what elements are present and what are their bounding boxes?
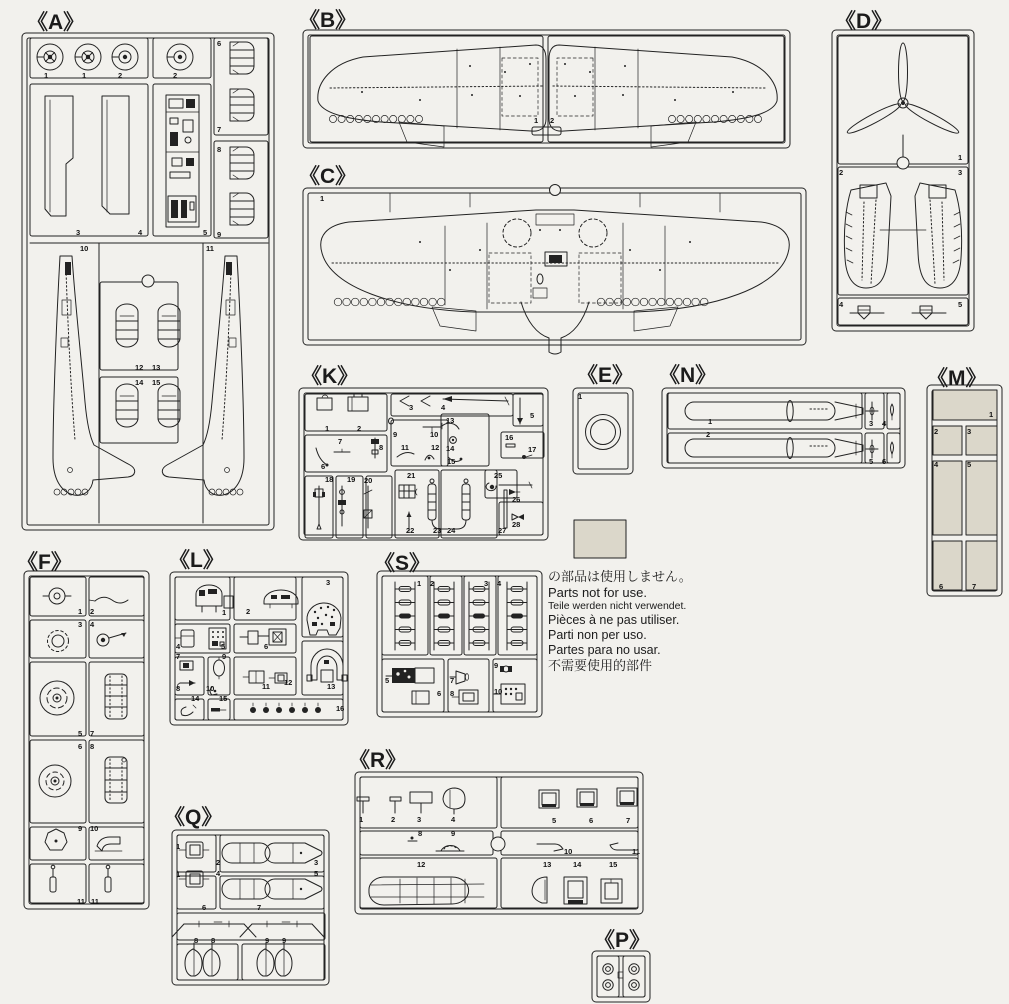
sprue-label-K: 《K》 <box>301 365 359 388</box>
part-number-K: 3 <box>409 403 414 412</box>
flap-scallop <box>597 298 605 306</box>
flap-scallop <box>632 298 640 306</box>
runner-box <box>89 740 144 823</box>
part-number-D: 1 <box>958 153 963 162</box>
part-number-Q: 7 <box>257 903 262 912</box>
sprue-A-art <box>37 42 254 495</box>
flap-scallop <box>329 115 336 122</box>
part-number-A: 15 <box>152 378 161 387</box>
part-number-R: 8 <box>418 829 423 838</box>
flap-scallop <box>75 489 81 495</box>
sprue-frame-inner <box>177 835 324 980</box>
sprue-label-B: 《B》 <box>299 9 357 32</box>
part-number-A: 5 <box>203 228 208 237</box>
part-number-L: 3 <box>326 578 331 587</box>
flap-scallop <box>386 298 394 306</box>
sprue-label-E: 《E》 <box>577 364 634 387</box>
runner-box <box>30 740 86 823</box>
sprue-gate-circle <box>142 275 154 287</box>
part-number-C: 1 <box>320 194 325 203</box>
flap-scallop <box>351 298 359 306</box>
flap-scallop <box>703 115 710 122</box>
part-number-A: 7 <box>217 125 222 134</box>
runner-box <box>310 36 543 142</box>
note-line-zh: 不需要使用的部件 <box>548 657 653 673</box>
part-number-N: 5 <box>869 457 874 466</box>
part-number-D: 3 <box>958 168 963 177</box>
part-number-A: 6 <box>217 39 222 48</box>
runner-box <box>360 858 497 908</box>
sprue-label-S: 《S》 <box>374 552 431 575</box>
runner-box <box>668 433 862 463</box>
sprue-frame <box>662 388 905 468</box>
flap-scallop <box>677 115 684 122</box>
part-number-N: 6 <box>882 457 887 466</box>
runner-box <box>89 577 144 616</box>
sprue-frame <box>592 951 650 1002</box>
part-number-A: 2 <box>173 71 178 80</box>
part-number-L: 12 <box>284 678 293 687</box>
flap-scallop <box>437 298 445 306</box>
shaded-panel <box>933 390 997 420</box>
part-number-K: 24 <box>447 526 456 535</box>
runner-box <box>220 835 324 872</box>
runner-box <box>100 282 178 370</box>
flap-scallop <box>381 115 388 122</box>
part-number-D: 4 <box>839 300 844 309</box>
runner-box <box>668 393 862 429</box>
part-number-R: 13 <box>543 860 552 869</box>
part-number-K: 26 <box>512 495 521 504</box>
sprue-label-L: 《L》 <box>169 549 224 572</box>
note-line-ja: の部品は使用しません。 <box>548 569 692 584</box>
part-number-M: 7 <box>972 582 977 591</box>
part-number-F: 3 <box>78 620 83 629</box>
sprue-frame-inner <box>837 35 969 326</box>
runner-box <box>177 876 216 909</box>
part-number-N: 4 <box>882 419 887 428</box>
runner-box <box>214 38 268 135</box>
shaded-panel <box>966 461 997 535</box>
part-number-D: 2 <box>839 168 844 177</box>
part-number-K: 14 <box>446 444 455 453</box>
part-number-M: 4 <box>934 460 939 469</box>
runner-box <box>175 699 204 720</box>
shaded-panel <box>933 461 962 535</box>
part-number-L: 15 <box>219 694 228 703</box>
part-number-A: 3 <box>76 228 81 237</box>
part-number-F: 9 <box>78 824 83 833</box>
flap-scallop <box>420 298 428 306</box>
part-number-L: 13 <box>327 682 336 691</box>
part-number-K: 19 <box>347 475 356 484</box>
part-number-R: 2 <box>391 815 396 824</box>
flap-scallop <box>347 115 354 122</box>
part-number-Q: 1 <box>176 842 181 851</box>
part-number-K: 7 <box>338 437 343 446</box>
flap-scallop <box>334 298 342 306</box>
flap-scallop <box>390 115 397 122</box>
flap-scallop <box>694 115 701 122</box>
part-number-N: 1 <box>708 417 713 426</box>
part-number-S: 7 <box>450 676 455 685</box>
sprue-frame-inner <box>597 956 645 997</box>
runner-box <box>623 956 645 997</box>
note-line-es: Partes para no usar. <box>548 642 661 657</box>
flap-scallop <box>415 115 422 122</box>
runner-box <box>513 394 543 426</box>
part-number-A: 8 <box>217 145 222 154</box>
part-number-Q: 3 <box>314 858 319 867</box>
part-number-B: 1 <box>534 116 539 125</box>
sprue-D-art <box>844 43 961 319</box>
part-number-A: 12 <box>135 363 144 372</box>
shaded-panel <box>933 541 962 590</box>
part-number-L: 16 <box>336 704 345 713</box>
sprue-label-C: 《C》 <box>299 165 357 188</box>
part-number-R: 6 <box>589 816 594 825</box>
part-number-Q: 8 <box>211 936 216 945</box>
part-number-R: 15 <box>609 860 618 869</box>
not-for-use-note <box>548 569 733 673</box>
part-number-K: 22 <box>406 526 415 535</box>
flap-scallop <box>700 298 708 306</box>
part-number-Q: 2 <box>216 858 221 867</box>
flap-scallop <box>237 489 243 495</box>
sprue-label-P: 《P》 <box>594 929 651 952</box>
part-number-Q: 6 <box>202 903 207 912</box>
part-number-B: 2 <box>550 116 555 125</box>
part-number-R: 9 <box>451 829 456 838</box>
runner-box <box>838 167 968 295</box>
part-number-F: 6 <box>78 742 83 751</box>
flap-scallop <box>686 115 693 122</box>
part-number-A: 1 <box>44 71 49 80</box>
part-number-S: 5 <box>385 676 390 685</box>
flap-scallop <box>754 115 761 122</box>
sprue-label-A: 《A》 <box>27 11 85 34</box>
part-number-R: 14 <box>573 860 582 869</box>
part-number-Q: 1 <box>176 870 181 879</box>
runner-box <box>336 476 363 538</box>
part-number-K: 21 <box>407 471 416 480</box>
note-line-fr: Pièces à ne pas utiliser. <box>548 612 680 627</box>
part-number-Q: 4 <box>216 869 221 878</box>
part-number-L: 1 <box>222 608 227 617</box>
runner-box <box>548 36 784 142</box>
part-number-S: 9 <box>494 661 499 670</box>
part-number-R: 4 <box>451 815 456 824</box>
note-line-it: Parti non per uso. <box>548 627 647 642</box>
part-number-F: 8 <box>90 742 95 751</box>
engine-hub-dot <box>54 780 57 783</box>
part-number-S: 1 <box>417 579 422 588</box>
note-line-en: Parts not for use. <box>548 584 647 600</box>
flap-scallop <box>657 298 665 306</box>
part-number-M: 5 <box>967 460 972 469</box>
flap-scallop <box>692 298 700 306</box>
sprue-label-D: 《D》 <box>835 10 893 33</box>
part-number-L: 4 <box>176 642 181 651</box>
flap-scallop <box>729 115 736 122</box>
runner-box <box>360 831 493 855</box>
part-number-N: 2 <box>706 430 711 439</box>
flap-scallop <box>683 298 691 306</box>
sprue-frame <box>832 30 974 331</box>
part-number-M: 1 <box>989 410 994 419</box>
part-number-K: 18 <box>325 475 334 484</box>
part-number-K: 11 <box>401 443 409 452</box>
engine-blades <box>48 631 69 652</box>
part-number-K: 6 <box>321 462 326 471</box>
sprue-label-R: 《R》 <box>349 749 407 772</box>
sprue-E-art <box>586 415 621 450</box>
runner-box <box>597 956 619 997</box>
part-number-K: 27 <box>498 526 507 535</box>
engine-hub <box>52 635 64 647</box>
part-number-F: 5 <box>78 729 83 738</box>
part-number-Q: 9 <box>282 936 287 945</box>
runner-box <box>177 835 216 872</box>
flap-scallop <box>398 115 405 122</box>
part-number-A: 10 <box>80 244 89 253</box>
flap-scallop <box>343 298 351 306</box>
note-line-de: Teile werden nicht verwendet. <box>548 600 687 613</box>
part-number-A: 4 <box>138 228 143 237</box>
part-number-R: 12 <box>417 860 426 869</box>
part-number-S: 4 <box>497 579 502 588</box>
part-number-R: 1 <box>359 815 364 824</box>
part-number-R: 3 <box>417 815 422 824</box>
part-number-Q: 5 <box>314 869 319 878</box>
flap-scallop <box>377 298 385 306</box>
sprue-label-N: 《N》 <box>659 364 717 387</box>
engine-hub-dot <box>56 697 59 700</box>
part-number-E: 1 <box>578 392 583 401</box>
part-number-D: 5 <box>958 300 963 309</box>
part-number-A: 14 <box>135 378 144 387</box>
part-number-L: 11 <box>262 682 270 691</box>
part-number-S: 2 <box>430 579 435 588</box>
part-number-K: 17 <box>528 445 537 454</box>
shaded-panel <box>574 520 626 558</box>
part-number-L: 8 <box>176 684 181 693</box>
flap-scallop <box>54 489 60 495</box>
part-number-L: 14 <box>191 694 200 703</box>
part-number-L: 9 <box>222 652 227 661</box>
sprue-label-F: 《F》 <box>17 551 72 574</box>
part-number-R: 7 <box>626 816 631 825</box>
part-number-K: 16 <box>505 433 514 442</box>
sprue-L-art <box>175 585 347 716</box>
flap-scallop <box>412 298 420 306</box>
part-number-K: 8 <box>379 443 384 452</box>
flap-scallop <box>640 298 648 306</box>
part-number-M: 3 <box>967 427 972 436</box>
runner-box <box>30 84 148 236</box>
part-number-M: 6 <box>939 582 944 591</box>
sprue-label-Q: 《Q》 <box>164 806 223 829</box>
flap-scallop <box>623 298 631 306</box>
part-number-K: 5 <box>530 411 535 420</box>
part-number-R: 5 <box>552 816 557 825</box>
part-number-L: 10 <box>206 684 215 693</box>
part-number-F: 2 <box>90 607 95 616</box>
flap-scallop <box>338 115 345 122</box>
part-number-Q: 9 <box>265 936 270 945</box>
sprue-C-art <box>321 193 790 354</box>
part-number-F: 11 <box>77 897 85 906</box>
part-number-K: 1 <box>325 424 330 433</box>
part-number-S: 6 <box>437 689 442 698</box>
flap-scallop <box>606 298 614 306</box>
flap-scallop <box>360 298 368 306</box>
runner-box <box>366 476 392 538</box>
part-number-S: 3 <box>484 579 489 588</box>
flap-scallop <box>649 298 657 306</box>
part-number-K: 25 <box>494 471 503 480</box>
part-number-K: 13 <box>446 416 455 425</box>
part-number-F: 4 <box>90 620 95 629</box>
part-number-K: 2 <box>357 424 362 433</box>
shaded-panel <box>966 541 997 590</box>
flap-scallop <box>407 115 414 122</box>
part-number-L: 7 <box>176 652 181 661</box>
part-number-M: 2 <box>934 427 939 436</box>
part-number-F: 10 <box>90 824 99 833</box>
part-number-K: 20 <box>364 476 373 485</box>
part-number-S: 10 <box>494 687 503 696</box>
part-number-N: 3 <box>869 419 874 428</box>
sprue-gate-circle <box>897 157 909 169</box>
part-number-F: 11 <box>91 897 99 906</box>
flap-scallop <box>369 298 377 306</box>
flap-scallop <box>666 298 674 306</box>
flap-scallop <box>364 115 371 122</box>
part-number-L: 6 <box>264 642 269 651</box>
flap-scallop <box>429 298 437 306</box>
sprue-gate-circle <box>491 837 505 851</box>
flap-scallop <box>675 298 683 306</box>
part-number-A: 11 <box>206 244 214 253</box>
part-number-K: 15 <box>447 457 456 466</box>
part-number-F: 7 <box>90 729 95 738</box>
part-number-K: 4 <box>441 403 446 412</box>
part-number-K: 9 <box>393 430 398 439</box>
runner-box <box>89 662 144 736</box>
part-number-A: 2 <box>118 71 123 80</box>
part-number-A: 13 <box>152 363 161 372</box>
part-number-A: 1 <box>82 71 87 80</box>
part-number-L: 5 <box>221 642 226 651</box>
flap-scallop <box>216 489 222 495</box>
part-number-R: 11 <box>632 847 640 856</box>
part-number-K: 10 <box>430 430 439 439</box>
part-number-A: 9 <box>217 230 222 239</box>
runner-box <box>214 141 268 238</box>
part-number-S: 8 <box>450 689 455 698</box>
part-number-F: 1 <box>78 607 83 616</box>
sprue-frame <box>172 830 329 985</box>
part-number-K: 12 <box>431 443 440 452</box>
sprue-gate-circle <box>550 185 561 196</box>
sprue-label-M: 《M》 <box>927 367 987 390</box>
part-number-L: 2 <box>246 607 251 616</box>
sprue-P-art <box>603 964 639 990</box>
part-number-K: 23 <box>433 526 442 535</box>
part-number-R: 10 <box>564 847 573 856</box>
part-number-Q: 8 <box>194 936 199 945</box>
part-number-K: 28 <box>512 520 521 529</box>
sprue-S-art <box>386 582 527 704</box>
flap-scallop <box>668 115 675 122</box>
